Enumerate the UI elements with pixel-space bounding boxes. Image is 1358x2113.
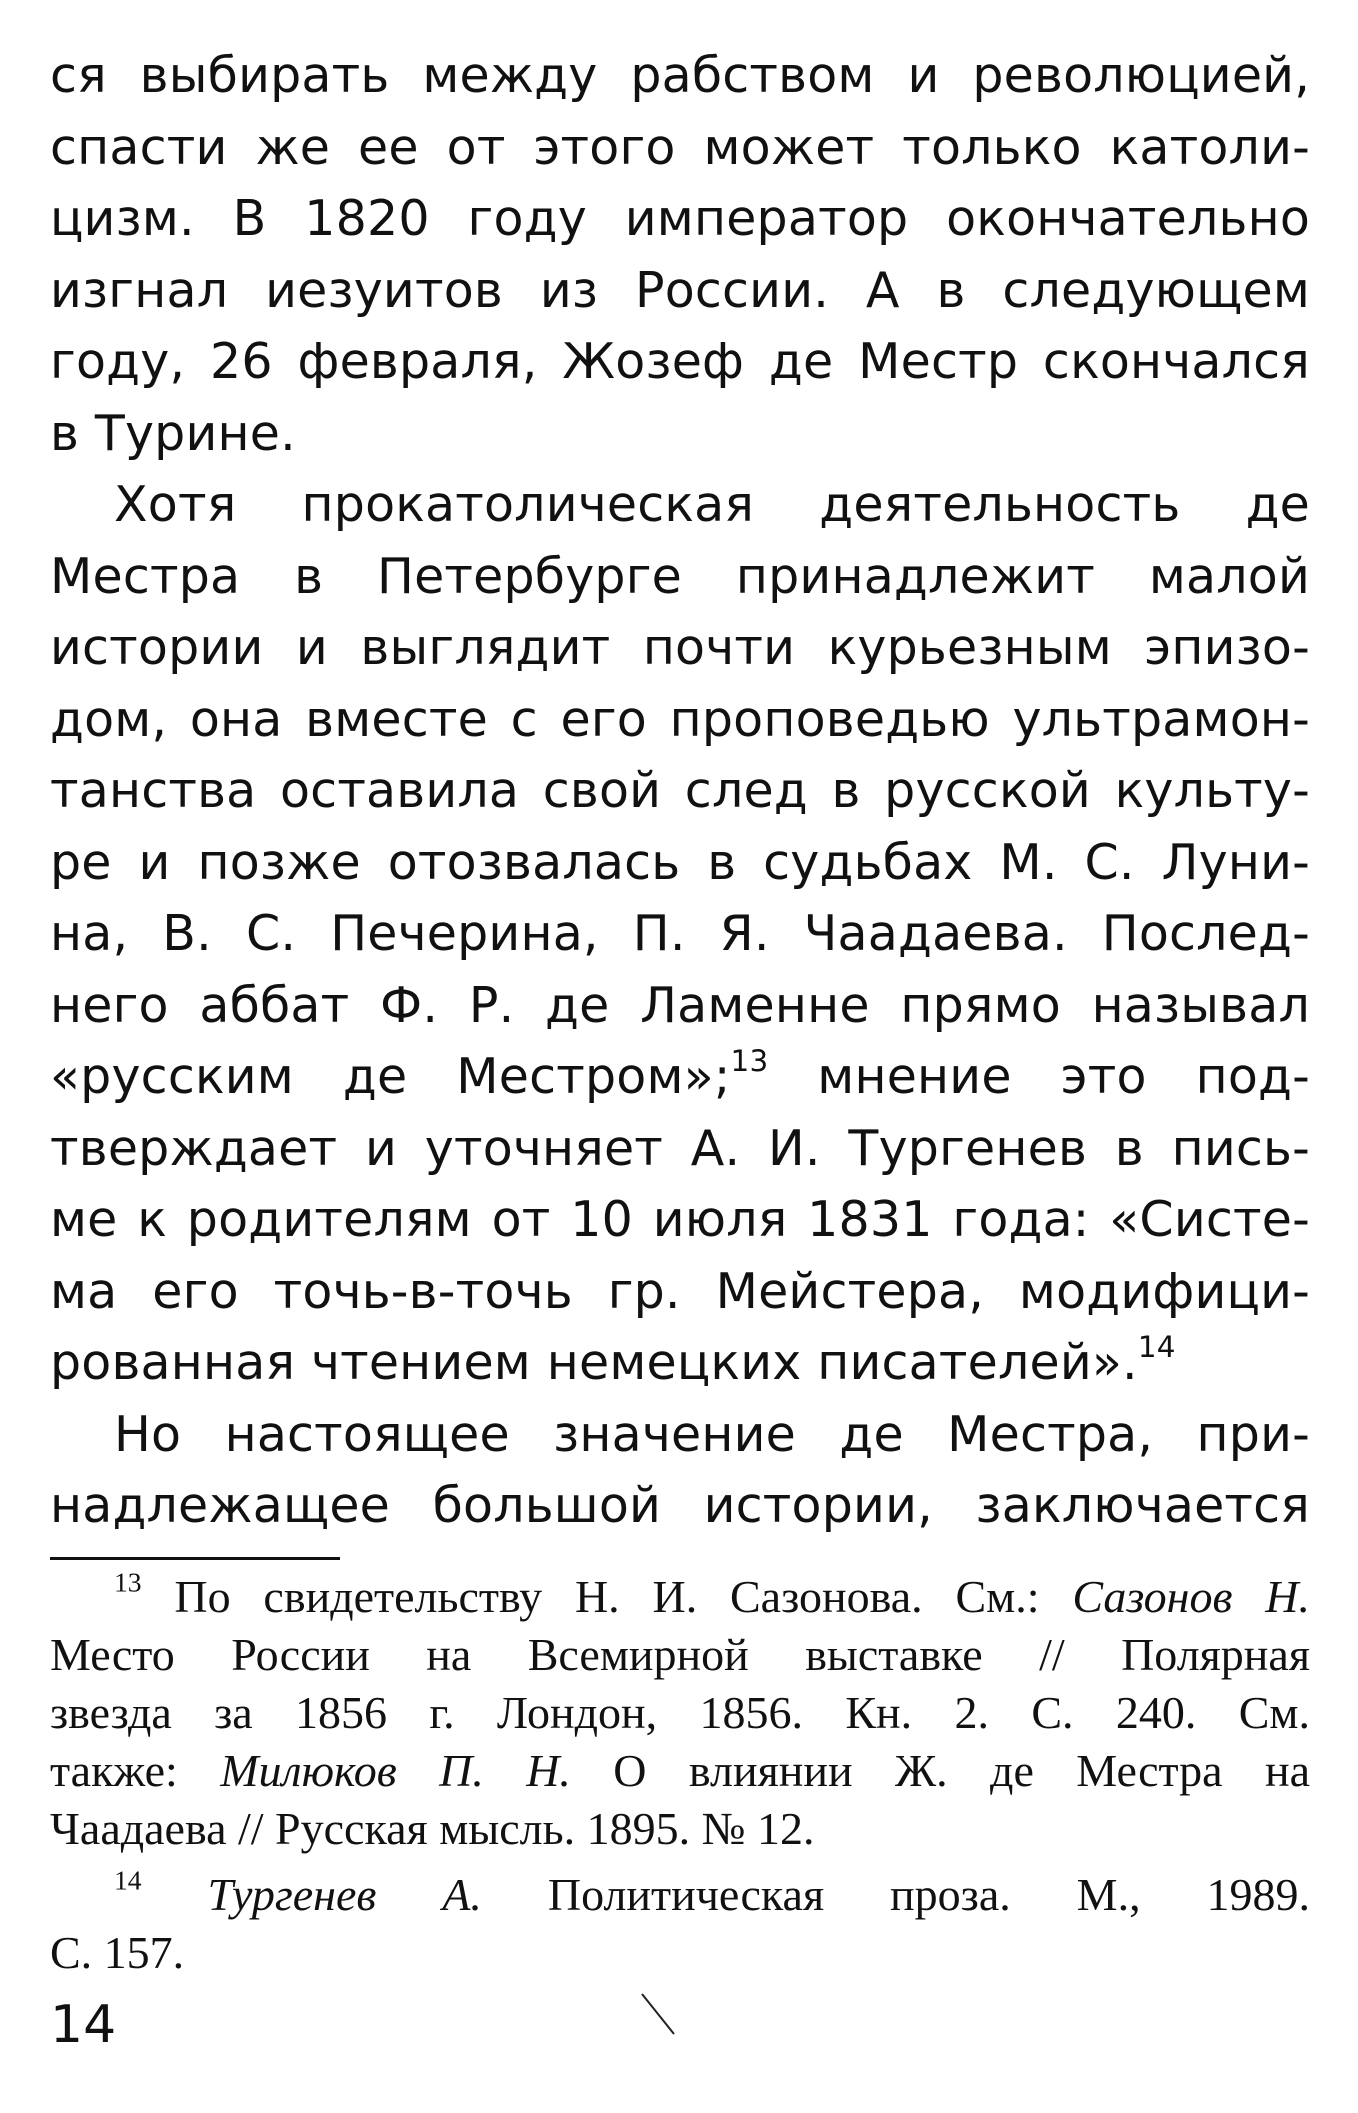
text-line: истории и выглядит почти курьезным эпизо- [50, 619, 1310, 676]
footnote-line: звезда за 1856 г. Лондон, 1856. Кн. 2. С. 240. См. [50, 1687, 1310, 1738]
footnotes [50, 1568, 1310, 1982]
footnote-line [50, 1866, 1310, 1924]
text-line [50, 1327, 1310, 1399]
text-line: ма его точь-в-точь гр. Мейстера, модифици- [50, 1262, 1310, 1320]
text-line: ме к родителям от 10 июля 1831 года: «Систе- [50, 1191, 1310, 1248]
text-line: цизм. В 1820 году император окончательно [50, 190, 1310, 247]
footnote-divider [50, 1557, 340, 1560]
paragraph-1 [50, 40, 1310, 469]
text-line: в Турине. [50, 404, 296, 462]
text-fragment: рованная чтением немецких писателей». [50, 1334, 1138, 1391]
text-fragment: Политическая проза. М., 1989. [481, 1869, 1310, 1920]
text-line: тверждает и уточняет А. И. Тургенев в пись- [50, 1119, 1310, 1177]
text-fragment: По свидетельству Н. И. Сазонова. См.: [141, 1571, 1073, 1622]
footnote-line: С. 157. [50, 1927, 185, 1978]
text-line: Но настоящее значение де Местра, при- [114, 1405, 1310, 1463]
footnote-line: Место России на Всемирной выставке // Полярная [50, 1629, 1310, 1680]
text-line: танства оставила свой след в русской культу- [50, 762, 1310, 819]
footnote-ref-13[interactable]: 13 [730, 1043, 769, 1078]
text-line: него аббат Ф. Р. де Ламенне прямо называл [50, 976, 1310, 1034]
main-text [50, 40, 1310, 1542]
paragraph-2 [50, 469, 1310, 1399]
footnote-14 [50, 1866, 1310, 1982]
author-name: Милюков П. Н. [220, 1745, 571, 1796]
footnote-line [50, 1568, 1310, 1626]
footnote-ref-14[interactable]: 14 [1137, 1329, 1176, 1364]
text-line [50, 1041, 1310, 1113]
footnote-number: 14 [114, 1864, 142, 1896]
text-line: Хотя прокатолическая деятельность де [114, 476, 1310, 533]
text-line: Местра в Петербурге принадлежит малой [50, 547, 1310, 605]
text-line: году, 26 февраля, Жозеф де Местр скончался [50, 333, 1310, 390]
text-line: изгнал иезуитов из России. А в следующем [50, 261, 1310, 319]
text-line: дом, она вместе с его проповедью ультрамон- [50, 690, 1310, 748]
stray-mark-icon [640, 1990, 700, 2050]
text-line: на, В. С. Печерина, П. Я. Чаадаева. Послед- [50, 905, 1310, 962]
quote-text: «русским де Местром»; [50, 1048, 731, 1105]
text-fragment: также: [50, 1745, 221, 1796]
text-line: надлежащее большой истории, заключается [50, 1477, 1310, 1534]
footnote-gap [50, 1858, 1310, 1866]
footnote-number: 13 [114, 1566, 142, 1598]
text-line: ся выбирать между рабством и революцией, [50, 47, 1310, 104]
footnote-line [50, 1742, 1310, 1800]
author-name: Тургенев А. [141, 1869, 482, 1920]
text-fragment: О влиянии Ж. де Местра на [570, 1745, 1311, 1796]
text-line: ре и позже отозвалась в судьбах М. С. Луни- [50, 833, 1310, 891]
author-name: Сазонов Н. [1072, 1571, 1310, 1622]
footnote-13 [50, 1568, 1310, 1858]
page-number: 14 [50, 1995, 117, 2055]
text-line: спасти же ее от этого может только католи- [50, 118, 1310, 176]
paragraph-3 [50, 1399, 1310, 1542]
footnote-line: Чаадаева // Русская мысль. 1895. № 12. [50, 1803, 815, 1854]
text-fragment: мнение это под- [768, 1048, 1310, 1105]
